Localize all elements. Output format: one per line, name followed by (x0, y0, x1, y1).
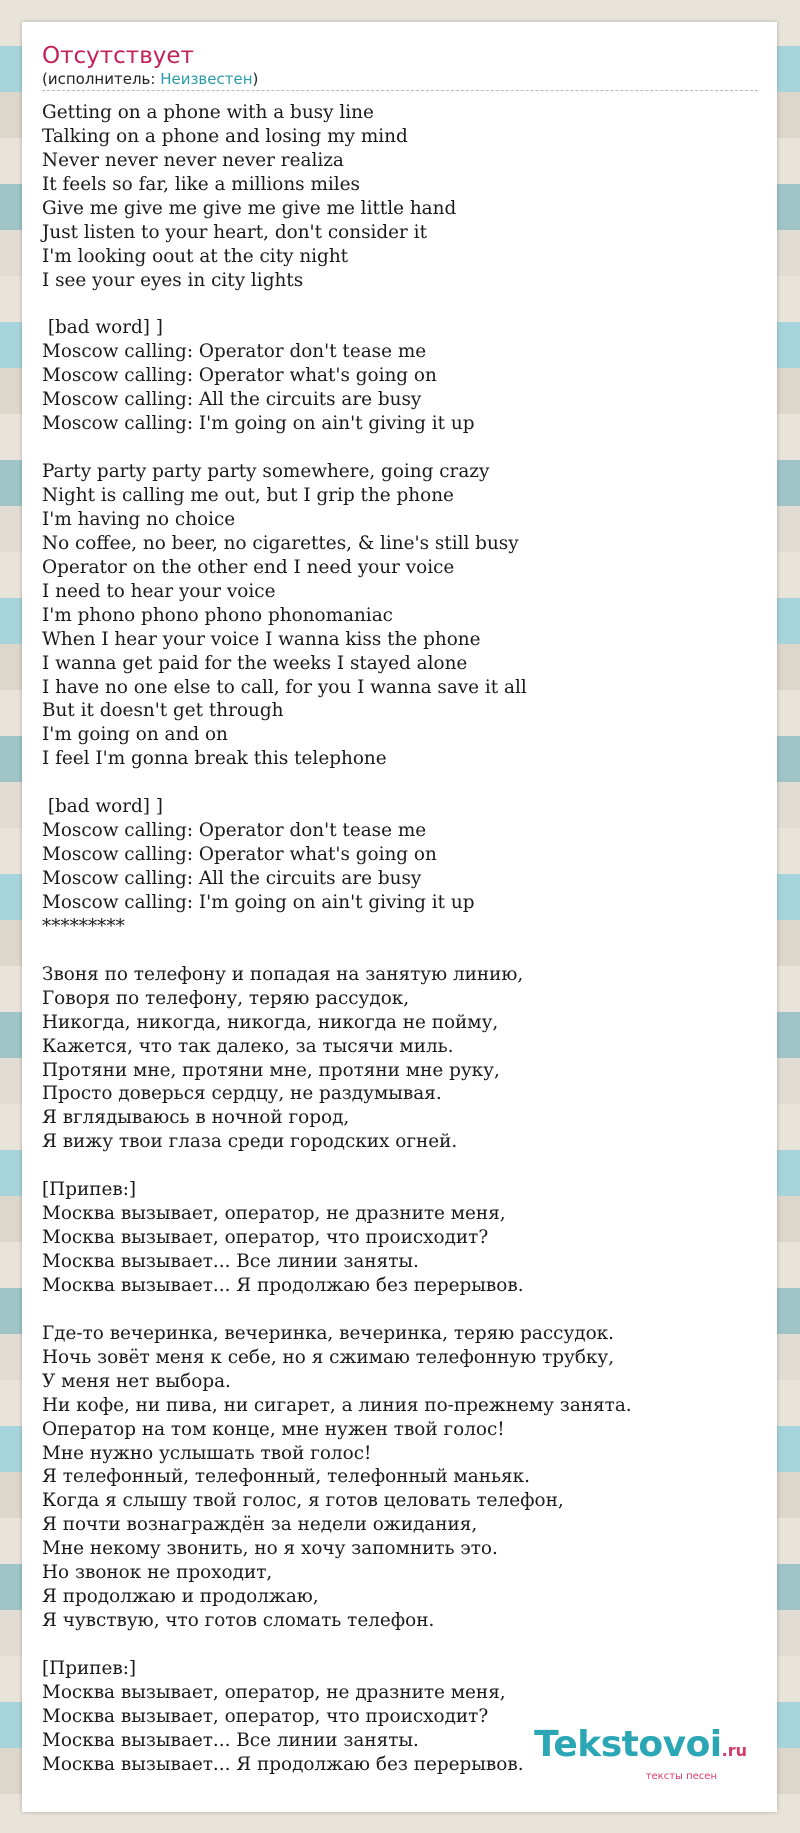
logo-tld: .ru (721, 1741, 747, 1760)
logo-wordmark (534, 1724, 747, 1769)
song-title: Отсутствует (42, 43, 194, 69)
artist-suffix: ) (252, 70, 259, 88)
site-logo[interactable] (534, 1724, 747, 1782)
lyrics-text: Getting on a phone with a busy line Talking on a phone and losing my mind Never never never never realiza It feels so far, like a millions miles Give me give me give me give me little hand Just listen to your heart, don't consider it I'm looking oout at the city night I see your eyes in city lights [bad word] ] Moscow calling: Operator don't tease me Moscow calling: Operator what's going on Moscow calling: All the circuits are busy Moscow calling: I'm going on ain't giving it up Party party party party somewhere, going crazy Night is calling me out, but I grip the phone I'm having no choice No coffee, no beer, no cigarettes, & line's still busy Operator on the other end I need your voice I need to hear your voice I'm phono phono phono phonomaniac When I hear your voice I wanna kiss the phone I wanna get paid for the weeks I stayed alone I have no one else to call, for you I wanna save it all But it doesn't get through I'm going on and on I feel I'm gonna break this telephone [bad word] ] Moscow calling: Operator don't tease me Moscow calling: Operator what's going on Moscow calling: All the circuits are busy Moscow calling: I'm going on ain't giving it up ********* Звоня по телефону и попадая на занятую линию, Говоря по телефону, теряю рассудок, Никогда, никогда, никогда, никогда не пойму, Кажется, что так далеко, за тысячи миль. Протяни мне, протяни мне, протяни мне руку, Просто доверься сердцу, не раздумывая. Я вглядываюсь в ночной город, Я вижу твои глаза среди городских огней. [Припев:] Москва вызывает, оператор, не дразните меня, Москва вызывает, оператор, что происходит? Москва вызывает... Все линии заняты. Москва вызывает... Я продолжаю без перерывов. Где-то вечеринка, вечеринка, вечеринка, теряю рассудок. Ночь зовёт меня к себе, но я сжимаю телефонную трубку, У меня нет выбора. Ни кофе, ни пива, ни сигарет, а линия по-прежнему занята. Оператор на том конце, мне нужен твой голос! Мне нужно услышать твой голос! Я телефонный, телефонный, телефонный маньяк. Когда я слышу твой голос, я готов целовать телефон, Я почти вознаграждён за недели ожидания, Мне некому звонить, но я хочу запомнить это. Но звонок не проходит, Я продолжаю и продолжаю, Я чувствую, что готов сломать телефон. [Припев:] Москва вызывает, оператор, не дразните меня, Москва вызывает, оператор, что происходит? Москва вызывает... Все линии заняты. Москва вызывает... Я продолжаю без перерывов. (42, 102, 632, 1775)
artist-link[interactable]: Неизвестен (160, 70, 253, 88)
artist-line (42, 70, 758, 91)
artist-prefix: (исполнитель: (42, 70, 161, 88)
logo-tagline: тексты песен (645, 1771, 717, 1782)
logo-name: Tekstovoi (534, 1724, 722, 1765)
lyrics-card (22, 22, 777, 1812)
